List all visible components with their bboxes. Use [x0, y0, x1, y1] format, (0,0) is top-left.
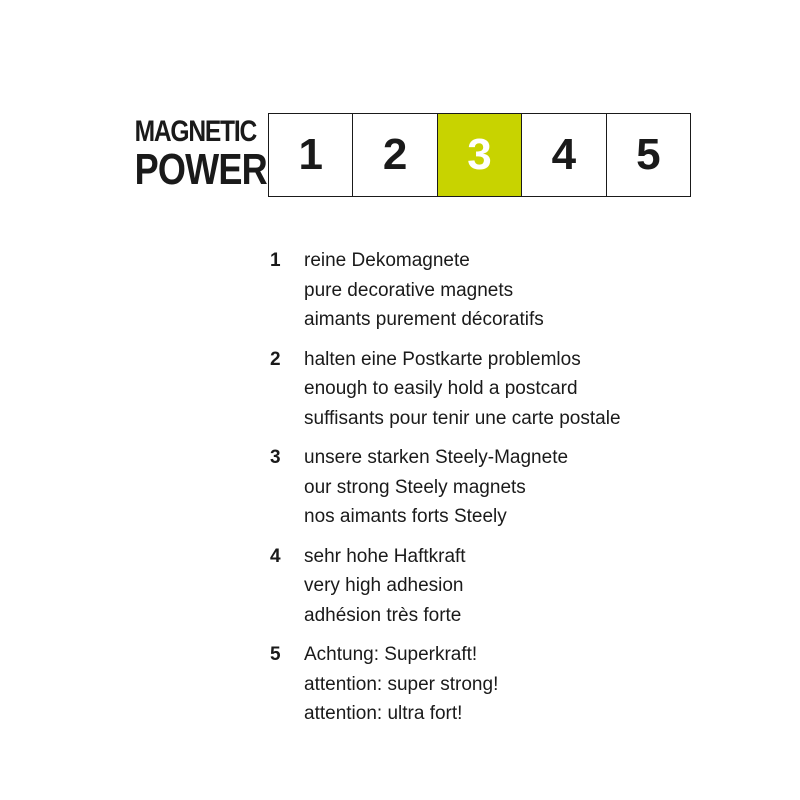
level-item [270, 542, 621, 631]
level-descriptions [270, 246, 621, 739]
level-text-en: very high adhesion [304, 575, 464, 596]
level-text-fr: suffisants pour tenir une carte postale [304, 407, 621, 429]
level-text-de: sehr hohe Haftkraft [304, 545, 466, 567]
title-line-1: MAGNETIC [134, 115, 256, 148]
level-text-de: reine Dekomagnete [304, 250, 470, 271]
level-number: 4 [270, 545, 281, 567]
level-text-fr: attention: ultra fort! [304, 703, 463, 724]
level-text-fr: nos aimants forts Steely [304, 506, 507, 527]
level-item [270, 246, 621, 335]
level-number: 3 [270, 447, 281, 468]
level-number: 1 [270, 250, 281, 271]
level-item [270, 443, 621, 532]
title-line-2: POWER [134, 145, 267, 194]
level-text-fr: aimants purement décoratifs [304, 309, 544, 330]
level-text-en: attention: super strong! [304, 673, 499, 695]
level-item [270, 640, 621, 729]
scale-cell-1: 1 [269, 114, 353, 196]
level-number: 2 [270, 348, 281, 370]
scale-cell-3-active: 3 [438, 114, 522, 196]
level-item [270, 345, 621, 434]
scale-cell-4: 4 [522, 114, 606, 196]
power-scale [268, 113, 691, 197]
level-text-en: our strong Steely magnets [304, 476, 526, 498]
level-text-de: Achtung: Superkraft! [304, 644, 478, 665]
level-text-en: pure decorative magnets [304, 279, 514, 301]
level-text-fr: adhésion très forte [304, 604, 462, 626]
scale-cell-5: 5 [636, 130, 661, 179]
scale-cell-2: 2 [353, 114, 437, 196]
level-text-de: unsere starken Steely-Magnete [304, 447, 569, 468]
magnetic-power-title [108, 115, 267, 194]
level-text-en: enough to easily hold a postcard [304, 378, 578, 399]
level-text-de: halten eine Postkarte problemlos [304, 348, 581, 370]
level-number: 5 [270, 644, 281, 665]
